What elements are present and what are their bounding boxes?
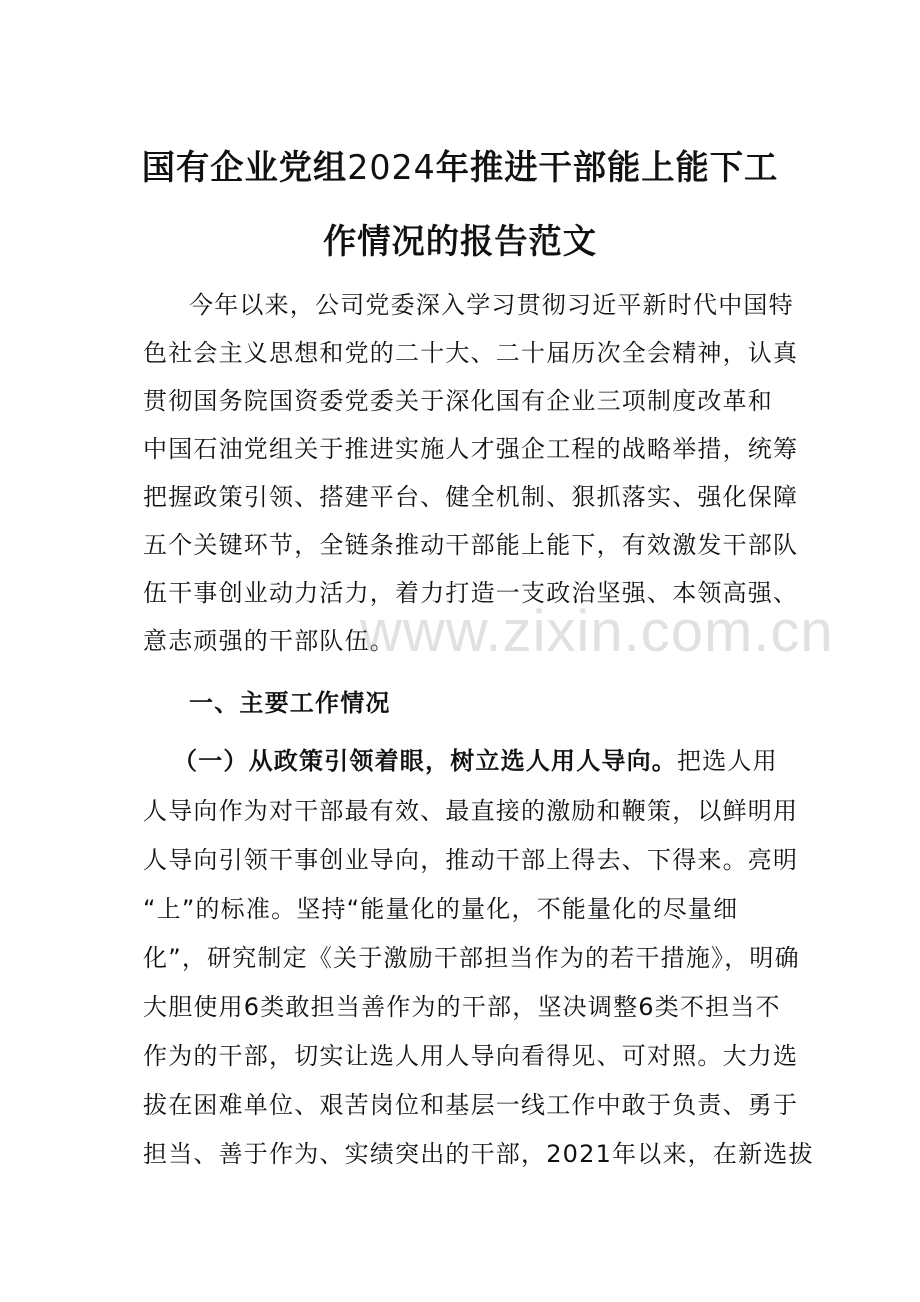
title-year: 2024 [347, 148, 436, 188]
subsection-first-line-text: 把选人用 [677, 747, 778, 775]
subsection-heading: （一）从政策引领着眼，树立选人用人导向。 [173, 747, 677, 775]
document-title-line-2: 作情况的报告范文 [323, 222, 597, 262]
intro-line: 意志顽强的干部队伍。 [143, 627, 395, 655]
body-line: 人导向引领干事创业导向，推动干部上得去、下得来。亮明 [143, 846, 799, 874]
body-line: 担当、善于作为、实绩突出的干部，2021年以来，在新选拔 [143, 1140, 814, 1168]
body-line: “上”的标准。坚持“能量化的量化，不能量化的尽量细 [143, 895, 739, 923]
intro-line: 把握政策引领、搭建平台、健全机制、狠抓落实、强化保障 [143, 483, 799, 511]
body-line: 化”，研究制定《关于激励干部担当作为的若干措施》，明确 [143, 944, 800, 972]
body-line: 人导向作为对干部最有效、最直接的激励和鞭策，以鲜明用 [143, 797, 799, 825]
document-title-line-1 [10, 140, 910, 189]
subsection-first-line [173, 746, 778, 776]
intro-line: 色社会主义思想和党的二十大、二十届历次全会精神，认真 [143, 339, 799, 367]
body-line: 作为的干部，切实让选人用人导向看得见、可对照。大力选 [143, 1042, 799, 1070]
watermark: www.zixin.com.cn [360, 599, 834, 664]
intro-line: 中国石油党组关于推进实施人才强企工程的战略举措，统筹 [143, 435, 799, 463]
title-part-2: 年推进干部能上能下工 [435, 148, 779, 188]
intro-line: 贯彻国务院国资委党委关于深化国有企业三项制度改革和 [143, 387, 773, 415]
intro-line: 伍干事创业动力活力，着力打造一支政治坚强、本领高强、 [143, 579, 799, 607]
intro-line: 五个关键环节，全链条推动干部能上能下，有效激发干部队 [143, 531, 799, 559]
section-heading: 一、主要工作情况 [189, 689, 391, 717]
body-line: 大胆使用6类敢担当善作为的干部，坚决调整6类不担当不 [143, 993, 781, 1021]
intro-line: 今年以来，公司党委深入学习贯彻习近平新时代中国特 [189, 291, 794, 319]
body-line: 拔在困难单位、艰苦岗位和基层一线工作中敢于负责、勇于 [143, 1091, 799, 1119]
title-part-1: 国有企业党组 [141, 148, 348, 188]
